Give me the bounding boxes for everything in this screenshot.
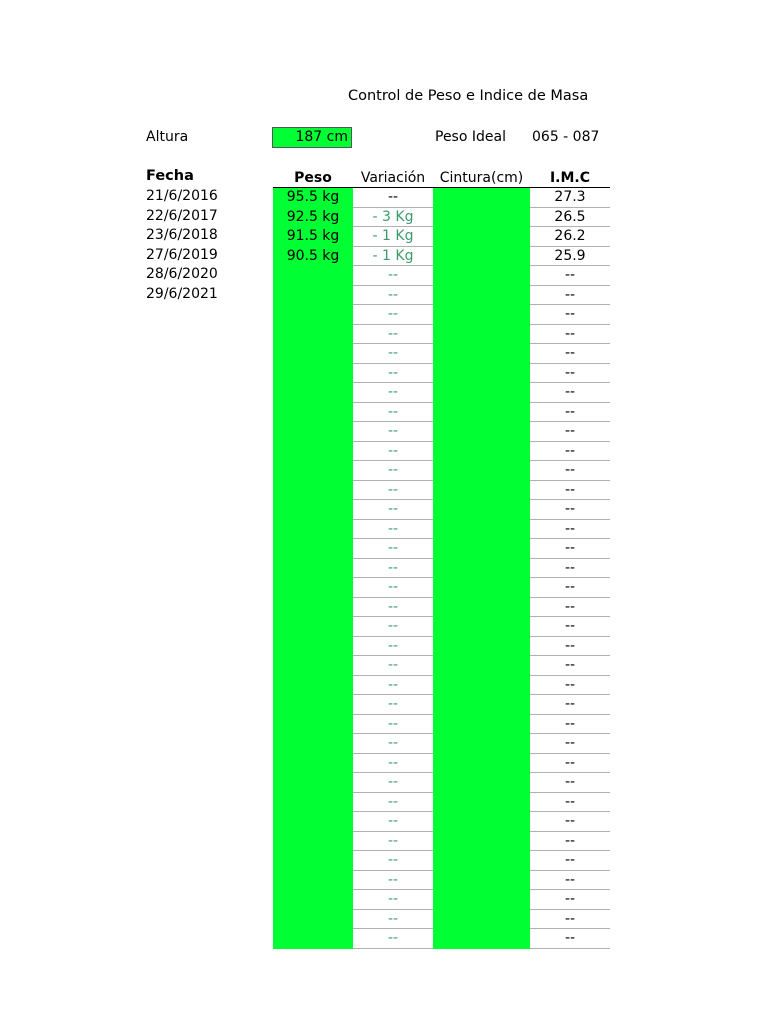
cintura-cell[interactable] [433,910,530,930]
cintura-cell[interactable] [433,773,530,793]
imc-cell: -- [530,637,610,657]
cintura-cell[interactable] [433,890,530,910]
peso-cell[interactable] [273,520,353,540]
cintura-cell[interactable] [433,578,530,598]
peso-cell[interactable] [273,403,353,423]
fecha-item: 27/6/2019 [146,246,218,263]
peso-cell[interactable] [273,266,353,286]
imc-cell: -- [530,929,610,949]
peso-cell[interactable] [273,286,353,306]
peso-cell[interactable] [273,890,353,910]
imc-cell: -- [530,910,610,930]
imc-cell: -- [530,851,610,871]
imc-cell: -- [530,325,610,345]
peso-cell[interactable]: 92.5 kg [273,208,353,228]
cintura-cell[interactable] [433,676,530,696]
table-row [273,481,610,501]
fecha-list [146,187,218,304]
table-row [273,208,610,228]
peso-cell[interactable] [273,832,353,852]
peso-cell[interactable] [273,637,353,657]
variacion-cell: -- [353,715,433,735]
peso-cell[interactable]: 91.5 kg [273,227,353,247]
peso-header: Peso [294,170,332,186]
variacion-cell: -- [353,188,433,208]
table-row [273,266,610,286]
table-row [273,578,610,598]
cintura-cell[interactable] [433,617,530,637]
peso-cell[interactable] [273,598,353,618]
variacion-cell: -- [353,520,433,540]
variacion-cell: -- [353,871,433,891]
cintura-header: Cintura(cm) [439,170,524,186]
cintura-cell[interactable] [433,871,530,891]
cintura-cell[interactable] [433,656,530,676]
peso-cell[interactable] [273,715,353,735]
variacion-cell: -- [353,422,433,442]
cintura-cell[interactable] [433,715,530,735]
table-row [273,325,610,345]
variacion-cell: - 1 Kg [353,247,433,267]
table-row [273,871,610,891]
table-row [273,832,610,852]
fecha-item: 23/6/2018 [146,227,218,243]
peso-cell[interactable] [273,617,353,637]
variacion-cell: -- [353,910,433,930]
imc-cell: -- [530,422,610,442]
variacion-cell: -- [353,344,433,364]
variacion-cell: -- [353,773,433,793]
imc-cell: -- [530,832,610,852]
table-row [273,305,610,325]
variacion-cell: -- [353,500,433,520]
table-row [273,442,610,462]
variacion-cell: -- [353,364,433,384]
cintura-cell[interactable] [433,383,530,403]
imc-cell: -- [530,871,610,891]
imc-cell: -- [530,481,610,501]
variacion-cell: -- [353,754,433,774]
imc-header: I.M.C [549,170,591,186]
imc-cell: -- [530,617,610,637]
fecha-item: 28/6/2020 [146,266,218,282]
imc-cell: -- [530,695,610,715]
page-title: Control de Peso e Indice de Masa [348,88,589,104]
peso-cell[interactable] [273,871,353,891]
table-row [273,793,610,813]
table-row [273,851,610,871]
peso-cell[interactable] [273,656,353,676]
cintura-cell[interactable] [433,559,530,579]
variacion-cell: -- [353,559,433,579]
variacion-cell: -- [353,637,433,657]
imc-cell: -- [530,442,610,462]
cintura-cell[interactable] [433,344,530,364]
cintura-cell[interactable] [433,286,530,306]
table-row [273,422,610,442]
table-row [273,559,610,579]
table-row [273,520,610,540]
imc-cell: 26.5 [530,208,610,228]
imc-cell: 25.9 [530,247,610,267]
peso-cell[interactable] [273,364,353,384]
cintura-cell[interactable] [433,637,530,657]
table-row [273,715,610,735]
variacion-cell: -- [353,578,433,598]
peso-cell[interactable] [273,734,353,754]
peso-cell[interactable] [273,539,353,559]
variacion-cell: -- [353,812,433,832]
peso-cell[interactable] [273,344,353,364]
imc-cell: -- [530,812,610,832]
table-row [273,188,610,208]
imc-cell: -- [530,773,610,793]
cintura-cell[interactable] [433,305,530,325]
imc-cell: -- [530,598,610,618]
table-row [273,754,610,774]
variacion-cell: -- [353,598,433,618]
table-row [273,286,610,306]
peso-cell[interactable] [273,676,353,696]
cintura-cell[interactable] [433,812,530,832]
peso-cell[interactable] [273,578,353,598]
variacion-cell: -- [353,266,433,286]
cintura-cell[interactable] [433,520,530,540]
cintura-cell[interactable] [433,734,530,754]
variacion-cell: -- [353,383,433,403]
cintura-cell[interactable] [433,403,530,423]
imc-cell: -- [530,364,610,384]
cintura-cell[interactable] [433,793,530,813]
table-row [273,247,610,267]
fecha-item: 22/6/2017 [146,207,218,224]
cintura-cell[interactable] [433,461,530,481]
variacion-cell: -- [353,286,433,306]
imc-cell: -- [530,890,610,910]
variacion-cell: -- [353,481,433,501]
imc-cell: -- [530,461,610,481]
imc-cell: -- [530,578,610,598]
imc-cell: -- [530,305,610,325]
variacion-cell: -- [353,734,433,754]
peso-cell[interactable] [273,910,353,930]
imc-cell: -- [530,403,610,423]
peso-cell[interactable] [273,695,353,715]
table-row [273,461,610,481]
fecha-header: Fecha [146,168,194,184]
peso-cell[interactable] [273,773,353,793]
variacion-cell: -- [353,325,433,345]
fecha-item: 21/6/2016 [146,188,218,204]
table-row [273,773,610,793]
peso-cell[interactable] [273,422,353,442]
cintura-cell[interactable] [433,442,530,462]
cintura-cell[interactable] [433,832,530,852]
imc-cell: -- [530,266,610,286]
table-row [273,812,610,832]
peso-cell[interactable] [273,754,353,774]
peso-cell[interactable] [273,851,353,871]
table-row [273,929,610,949]
cintura-cell[interactable] [433,422,530,442]
imc-cell: -- [530,793,610,813]
peso-cell[interactable]: 95.5 kg [273,188,353,208]
variacion-header: Variación [360,170,426,186]
table-row [273,695,610,715]
table-row [273,403,610,423]
cintura-cell[interactable] [433,851,530,871]
table-row [273,500,610,520]
table-row [273,676,610,696]
table-row [273,383,610,403]
cintura-cell[interactable] [433,754,530,774]
variacion-cell: - 1 Kg [353,227,433,247]
cintura-cell[interactable] [433,481,530,501]
peso-cell[interactable] [273,812,353,832]
imc-cell: -- [530,383,610,403]
cintura-cell[interactable] [433,208,530,228]
imc-cell: 26.2 [530,227,610,247]
peso-cell[interactable] [273,793,353,813]
table-row [273,656,610,676]
cintura-cell[interactable] [433,929,530,949]
table-row [273,539,610,559]
variacion-cell: -- [353,539,433,559]
variacion-cell: - 3 Kg [353,208,433,228]
imc-cell: 27.3 [530,188,610,208]
peso-cell[interactable] [273,383,353,403]
imc-cell: -- [530,559,610,579]
cintura-cell[interactable] [433,188,530,208]
variacion-cell: -- [353,929,433,949]
table-row [273,637,610,657]
imc-cell: -- [530,520,610,540]
fecha-item: 29/6/2021 [146,285,218,302]
variacion-cell: -- [353,676,433,696]
table-row [273,227,610,247]
peso-cell[interactable] [273,305,353,325]
peso-cell[interactable] [273,325,353,345]
table-row [273,617,610,637]
imc-cell: -- [530,500,610,520]
table-row [273,734,610,754]
table-row [273,364,610,384]
variacion-cell: -- [353,305,433,325]
peso-ideal-value: 065 - 087 [532,129,600,145]
imc-cell: -- [530,286,610,306]
variacion-cell: -- [353,656,433,676]
table-row [273,344,610,364]
peso-cell[interactable]: 90.5 kg [273,247,353,267]
cintura-cell[interactable] [433,539,530,559]
peso-ideal-label: Peso Ideal [435,129,506,145]
cintura-cell[interactable] [433,364,530,384]
imc-cell: -- [530,676,610,696]
table-row [273,598,610,618]
cintura-cell[interactable] [433,325,530,345]
altura-input[interactable]: 187 cm [272,127,352,148]
variacion-cell: -- [353,403,433,423]
imc-cell: -- [530,539,610,559]
table-row [273,910,610,930]
imc-cell: -- [530,656,610,676]
variacion-cell: -- [353,695,433,715]
peso-cell[interactable] [273,481,353,501]
cintura-cell[interactable] [433,500,530,520]
cintura-cell[interactable] [433,598,530,618]
table-row [273,890,610,910]
variacion-cell: -- [353,617,433,637]
peso-cell[interactable] [273,500,353,520]
peso-cell[interactable] [273,559,353,579]
variacion-cell: -- [353,461,433,481]
variacion-cell: -- [353,442,433,462]
weight-table [273,188,610,949]
cintura-cell[interactable] [433,695,530,715]
peso-cell[interactable] [273,929,353,949]
cintura-cell[interactable] [433,227,530,247]
peso-cell[interactable] [273,442,353,462]
variacion-cell: -- [353,851,433,871]
imc-cell: -- [530,715,610,735]
imc-cell: -- [530,344,610,364]
altura-label: Altura [146,129,189,145]
variacion-cell: -- [353,793,433,813]
cintura-cell[interactable] [433,266,530,286]
peso-cell[interactable] [273,461,353,481]
variacion-cell: -- [353,890,433,910]
imc-cell: -- [530,754,610,774]
cintura-cell[interactable] [433,247,530,267]
imc-cell: -- [530,734,610,754]
variacion-cell: -- [353,832,433,852]
